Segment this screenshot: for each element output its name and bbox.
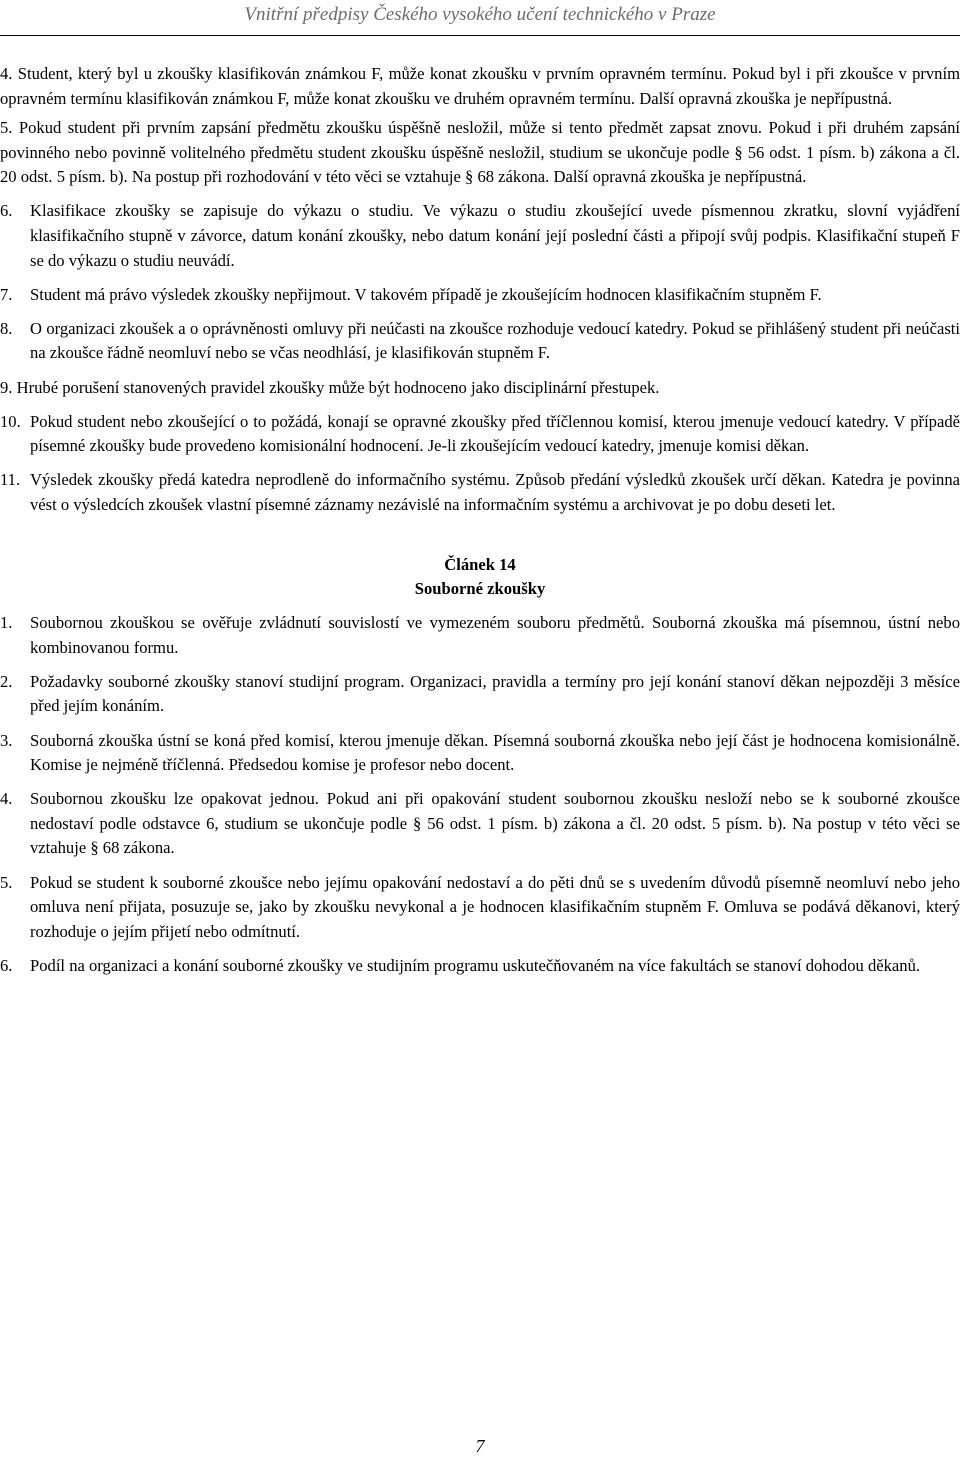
paragraph-number: 3. [0, 730, 13, 750]
paragraph-number: 6. [0, 201, 13, 221]
paragraph-number: 1. [0, 613, 13, 633]
document-body [0, 62, 960, 978]
article-paragraph-6 [0, 954, 960, 979]
article-number: Článek 14 [444, 554, 516, 574]
paragraph-number: 4. [0, 64, 13, 83]
document-header: Vnitřní předpisy Českého vysokého učení technického v Praze [244, 4, 716, 25]
paragraph-text: Pokud student při prvním zapsání předmětu zkoušku úspěšně nesložil, může si tento předmět zapsat znovu. Pokud i při druhém zapsání povinného nebo povinně volitelného předmětu student zkoušku úspěšně nesložil, studium se ukončuje podle § 56 odst. 1 písm. b) zákona a čl. 20 odst. 5 písm. b). Na postup při rozhodování v této věci se vztahuje § 68 zákona. Další opravná zkouška je nepřípustná. [0, 118, 960, 187]
paragraph-text: Klasifikace zkoušky se zapisuje do výkazu o studiu. Ve výkazu o studiu zkoušející uvede písmennou zkratku, slovní vyjádření klasifikačního stupně v závorce, datum konání zkoušky, nebo datum konání její poslední části a připojí svůj podpis. Klasifikační stupeň F se do výkazu o studiu neuvádí. [30, 201, 960, 270]
article-paragraph-3 [0, 729, 960, 778]
paragraph-number: 6. [0, 955, 13, 975]
paragraph-text: O organizaci zkoušek a o oprávněnosti omluvy při neúčasti na zkoušce rozhoduje vedoucí katedry. Pokud se přihlášený student při neúčasti na zkoušce řádně neomluví nebo se včas neodhlásí, je klasifikován stupněm F. [30, 318, 960, 363]
paragraph-text: Souborná zkouška ústní se koná před komisí, kterou jmenuje děkan. Písemná souborná zkouška nebo její část je hodnocena komisionálně. Komise je nejméně tříčlenná. Předsedou komise je profesor nebo docent. [30, 730, 960, 775]
paragraph-text: Podíl na organizaci a konání souborné zkoušky ve studijním programu uskutečňovaném na více fakultách se stanoví dohodou děkanů. [30, 955, 921, 975]
paragraph-number: 8. [0, 318, 13, 338]
paragraph-text: Soubornou zkoušku lze opakovat jednou. Pokud ani při opakování student soubornou zkoušku nesloží nebo se k souborné zkoušce nedostaví podle odstavce 6, studium se ukončuje podle § 56 odst. 1 písm. b) zákona a čl. 20 odst. 5 písm. b). Na postup v této věci se vztahuje § 68 zákona. [30, 789, 960, 858]
article-paragraph-2 [0, 670, 960, 719]
article-paragraph-5 [0, 871, 960, 945]
paragraph-number: 10. [0, 411, 21, 431]
paragraph-9 [0, 376, 960, 401]
paragraph-text: Pokud se student k souborné zkoušce nebo jejímu opakování nedostaví a do pěti dnů se s uvedením důvodů písemně neomluví nebo jeho omluva není přijata, posuzuje se, jako by zkoušku nevykonal a je hodnocen klasifikačním stupněm F. Omluva se podává děkanovi, který rozhoduje o jejím přijetí nebo odmítnutí. [30, 872, 960, 941]
paragraph-4 [0, 62, 960, 111]
article-paragraph-4 [0, 787, 960, 861]
paragraph-number: 4. [0, 789, 13, 809]
paragraph-10 [0, 410, 960, 459]
paragraph-text: Pokud student nebo zkoušející o to požádá, konají se opravné zkoušky před tříčlennou komisí, kterou jmenuje vedoucí katedry. V případě písemné zkoušky bude provedeno komisionální hodnocení. Je-li zkoušejícím vedoucí katedry, jmenuje komisi děkan. [30, 411, 960, 456]
paragraph-number: 2. [0, 671, 13, 691]
paragraph-text: Soubornou zkouškou se ověřuje zvládnutí souvislostí ve vymezeném souboru předmětů. Souborná zkouška má písemnou, ústní nebo kombinovanou formu. [30, 613, 960, 657]
page-number: 7 [475, 1436, 485, 1456]
paragraph-5 [0, 116, 960, 190]
paragraph-number: 5. [0, 118, 13, 138]
paragraph-text: Student, který byl u zkoušky klasifikován známkou F, může konat zkoušku v prvním opravném termínu. Pokud byl i při zkoušce v prvním opravném termínu klasifikován známkou F, může konat zkoušku ve druhém opravném termínu. Další opravná zkouška je nepřípustná. [0, 64, 960, 108]
paragraph-7 [0, 283, 960, 308]
paragraph-number: 5. [0, 872, 13, 892]
paragraph-text: Student má právo výsledek zkoušky nepřijmout. V takovém případě je zkoušejícím hodnocen klasifikačním stupněm F. [30, 284, 822, 304]
article-title: Souborné zkoušky [414, 579, 546, 599]
header-divider [0, 35, 960, 36]
paragraph-6 [0, 199, 960, 273]
paragraph-text: Hrubé porušení stanovených pravidel zkoušky může být hodnoceno jako disciplinární přestupek. [16, 377, 660, 397]
article-paragraph-1 [0, 611, 960, 660]
paragraph-number: 9. [0, 377, 13, 397]
paragraph-text: Výsledek zkoušky předá katedra neprodleně do informačního systému. Způsob předání výsledků zkoušek určí děkan. Katedra je povinna vést o výsledcích zkoušek vlastní písemné záznamy nezávislé na informačním systému a archivovat je po dobu deseti let. [30, 470, 960, 514]
paragraph-11 [0, 468, 960, 517]
paragraph-8 [0, 317, 960, 366]
paragraph-text: Požadavky souborné zkoušky stanoví studijní program. Organizaci, pravidla a termíny pro její konání stanoví děkan nejpozději 3 měsíce před jejím konáním. [30, 671, 960, 716]
paragraph-number: 7. [0, 284, 13, 304]
paragraph-number: 11. [0, 470, 21, 490]
